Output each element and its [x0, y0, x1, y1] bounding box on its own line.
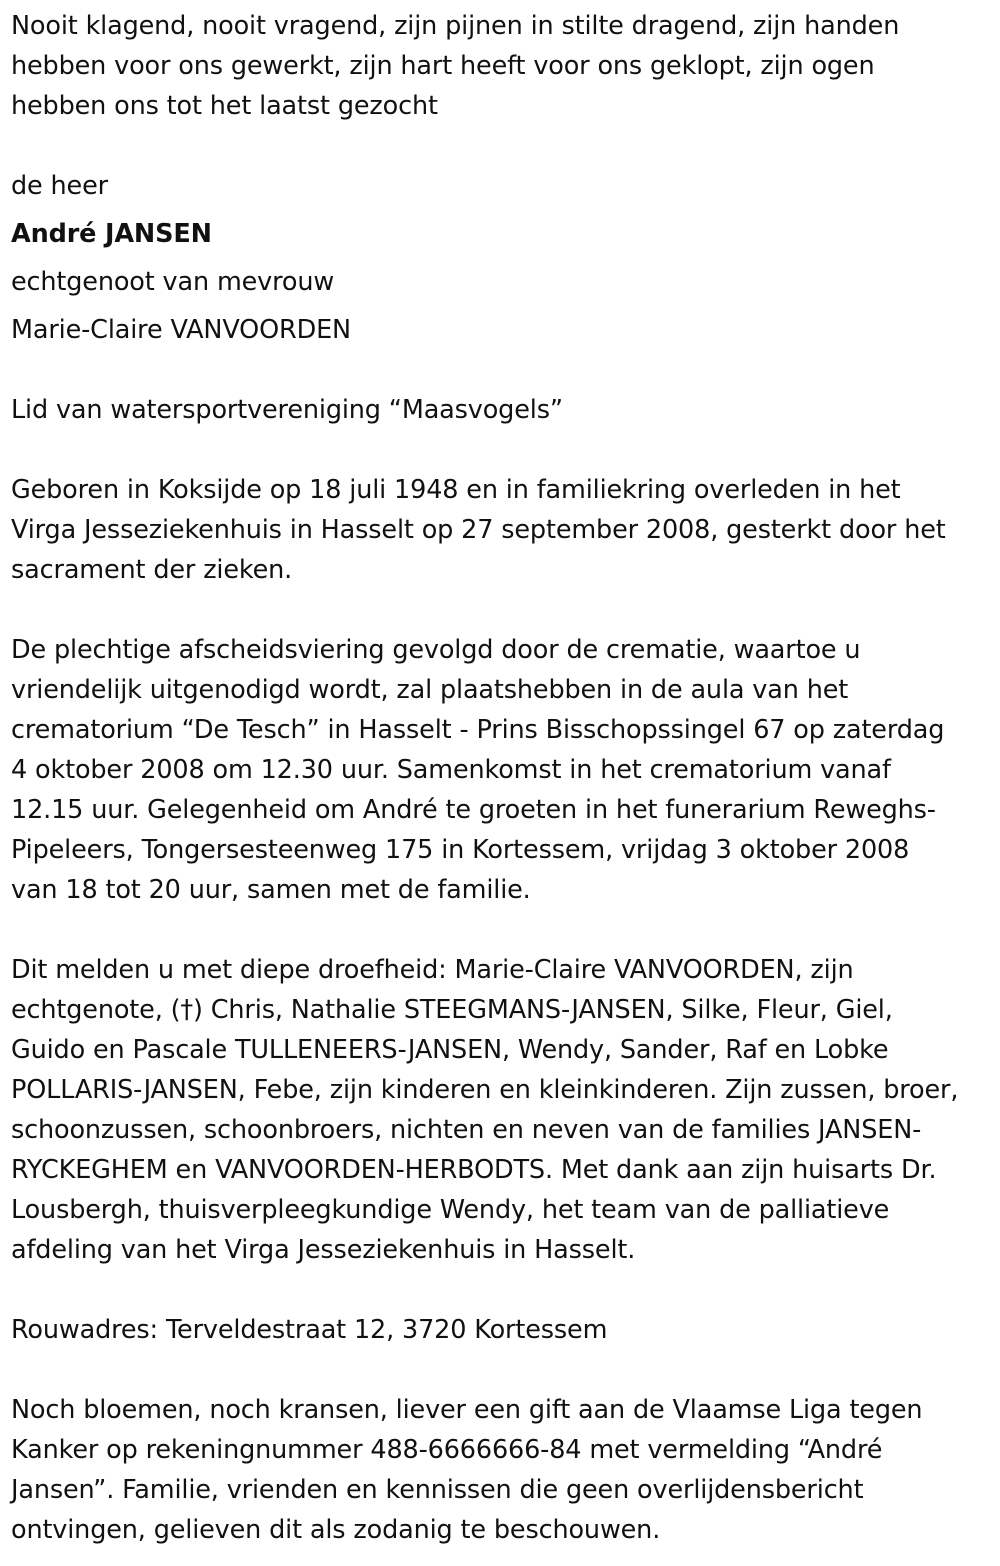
text-line: 12.15 uur. Gelegenheid om André te groeten in het funerarium Reweghs- [11, 795, 936, 825]
spouse-name: Marie-Claire VANVOORDEN [11, 315, 351, 345]
text-line: De plechtige afscheidsviering gevolgd door de crematie, waartoe u [11, 635, 861, 665]
birth-death-paragraph [11, 470, 1000, 590]
text-line: afdeling van het Virga Jesseziekenhuis in Hasselt. [11, 1235, 636, 1265]
intro-paragraph [11, 6, 1000, 126]
text-line: Pipeleers, Tongersesteenweg 175 in Kortessem, vrijdag 3 oktober 2008 [11, 835, 910, 865]
text-line: ontvingen, gelieven dit als zodanig te beschouwen. [11, 1515, 661, 1545]
deceased-name: André JANSEN [11, 219, 212, 249]
text-line: vriendelijk uitgenodigd wordt, zal plaatshebben in de aula van het [11, 675, 849, 705]
text-line: RYCKEGHEM en VANVOORDEN-HERBODTS. Met dank aan zijn huisarts Dr. [11, 1155, 937, 1185]
deceased-block [11, 162, 1000, 354]
text-line: Virga Jesseziekenhuis in Hasselt op 27 september 2008, gesterkt door het [11, 515, 946, 545]
address-paragraph [11, 1310, 1000, 1350]
text-line: crematorium “De Tesch” in Hasselt - Prins Bisschopssingel 67 op zaterdag [11, 715, 945, 745]
family-paragraph [11, 950, 1000, 1270]
text-line: Lid van watersportvereniging “Maasvogels” [11, 395, 563, 425]
text-line: Dit melden u met diepe droefheid: Marie-Claire VANVOORDEN, zijn [11, 955, 854, 985]
text-line: Kanker op rekeningnummer 488-6666666-84 met vermelding “André [11, 1435, 883, 1465]
text-line: schoonzussen, schoonbroers, nichten en neven van de families JANSEN- [11, 1115, 922, 1145]
text-line: Rouwadres: Terveldestraat 12, 3720 Kortessem [11, 1315, 608, 1345]
donation-paragraph [11, 1390, 1000, 1550]
text-line: hebben voor ons gewerkt, zijn hart heeft voor ons geklopt, zijn ogen [11, 51, 875, 81]
text-line: Noch bloemen, noch kransen, liever een gift aan de Vlaamse Liga tegen [11, 1395, 923, 1425]
spouse-label: echtgenoot van mevrouw [11, 267, 335, 297]
text-line: 4 oktober 2008 om 12.30 uur. Samenkomst in het crematorium vanaf [11, 755, 891, 785]
text-line: Nooit klagend, nooit vragend, zijn pijnen in stilte dragend, zijn handen [11, 11, 900, 41]
text-line: POLLARIS-JANSEN, Febe, zijn kinderen en kleinkinderen. Zijn zussen, broer, [11, 1075, 959, 1105]
membership-paragraph [11, 390, 1000, 430]
text-line: echtgenote, (†) Chris, Nathalie STEEGMANS-JANSEN, Silke, Fleur, Giel, [11, 995, 893, 1025]
text-line: sacrament der zieken. [11, 555, 293, 585]
text-line: Jansen”. Familie, vrienden en kennissen die geen overlijdensbericht [11, 1475, 864, 1505]
text-line: Guido en Pascale TULLENEERS-JANSEN, Wendy, Sander, Raf en Lobke [11, 1035, 889, 1065]
text-line: Geboren in Koksijde op 18 juli 1948 en in familiekring overleden in het [11, 475, 901, 505]
text-line: Lousbergh, thuisverpleegkundige Wendy, het team van de palliatieve [11, 1195, 890, 1225]
text-line: van 18 tot 20 uur, samen met de familie. [11, 875, 531, 905]
salutation: de heer [11, 171, 108, 201]
text-line: hebben ons tot het laatst gezocht [11, 91, 438, 121]
ceremony-paragraph [11, 630, 1000, 910]
